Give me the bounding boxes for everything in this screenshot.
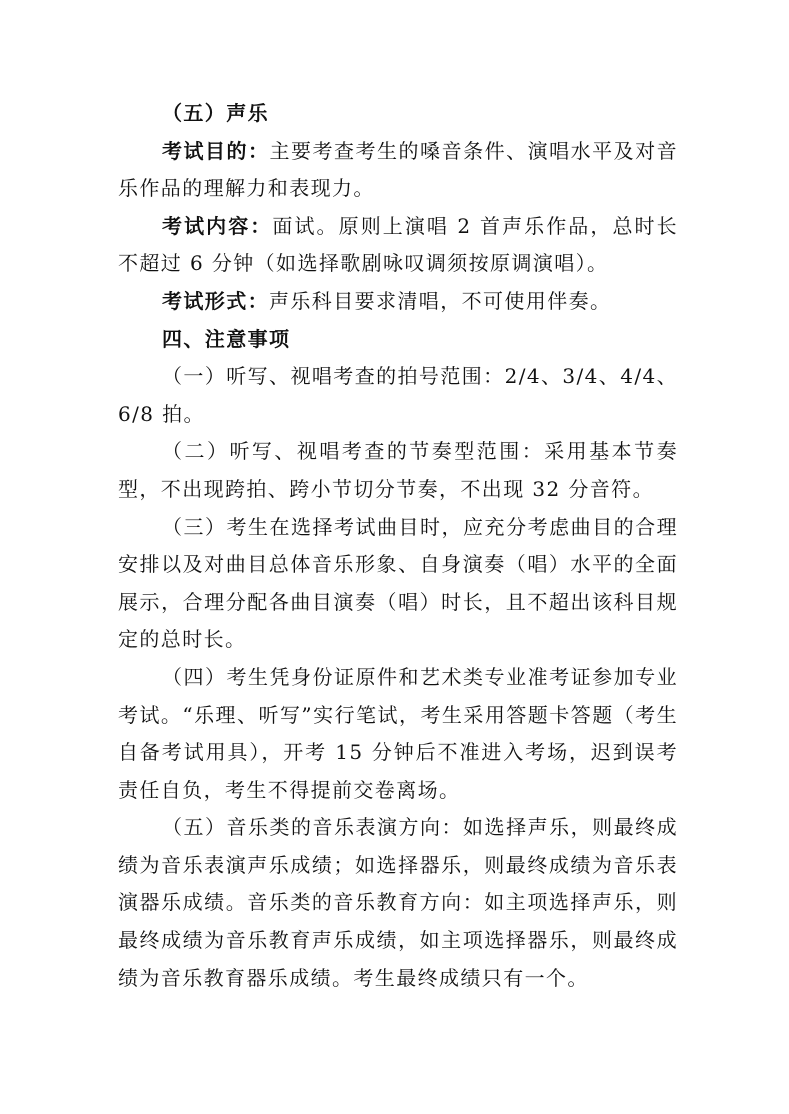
- exam-form-paragraph: [118, 283, 678, 321]
- notes-item: （四）考生凭身份证原件和艺术类专业准考证参加专业考试。“乐理、听写”实行笔试，考生采用答题卡答题（考生自备考试用具），开考 15 分钟后不准进入考场，迟到误考责任自负，考生不得提前交卷离场。: [118, 664, 678, 802]
- exam-content-label: 考试内容：: [162, 213, 273, 238]
- exam-content-text: 面试。原则上演唱 2 首声乐作品，总时长不超过 6 分钟（如选择歌剧咏叹调须按原调演唱）。: [118, 213, 678, 276]
- exam-form-label: 考试形式：: [162, 288, 269, 313]
- notes-item: （二）听写、视唱考查的节奏型范围：采用基本节奏型，不出现跨拍、跨小节切分节奏，不出现 32 分音符。: [118, 439, 678, 501]
- exam-form-text: 声乐科目要求清唱，不可使用伴奏。: [269, 288, 612, 313]
- section-heading-voice: （五）声乐: [162, 101, 269, 125]
- exam-purpose-paragraph: [118, 133, 678, 208]
- exam-purpose-label: 考试目的：: [162, 138, 270, 163]
- exam-purpose-text: 主要考查考生的嗓音条件、演唱水平及对音乐作品的理解力和表现力。: [118, 138, 679, 201]
- notes-item: （五）音乐类的音乐表演方向：如选择声乐，则最终成绩为音乐表演声乐成绩；如选择器乐，则最终成绩为音乐表演器乐成绩。音乐类的音乐教育方向：如主项选择声乐，则最终成绩为音乐教育声乐成绩，如主项选择器乐，则最终成绩为音乐教育器乐成绩。考生最终成绩只有一个。: [118, 815, 678, 990]
- notes-item: （三）考生在选择考试曲目时，应充分考虑曲目的合理安排以及对曲目总体音乐形象、自身演奏（唱）水平的全面展示，合理分配各曲目演奏（唱）时长，且不超出该科目规定的总时长。: [118, 514, 678, 652]
- document-body: [118, 95, 678, 997]
- exam-content-paragraph: [118, 208, 678, 283]
- notes-item: （一）听写、视唱考查的拍号范围：2/4、3/4、4/4、6/8 拍。: [118, 364, 678, 426]
- notes-heading: 四、注意事项: [162, 326, 291, 351]
